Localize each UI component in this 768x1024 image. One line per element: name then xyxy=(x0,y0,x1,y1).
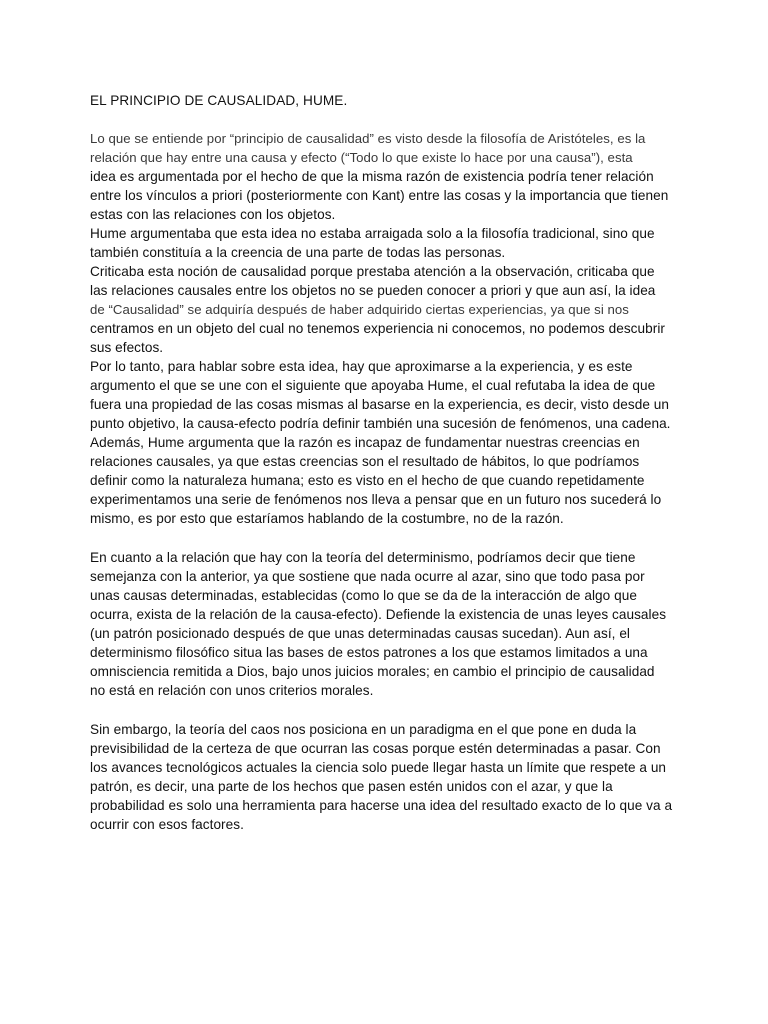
text-line: de “Causalidad” se adquiría después de haber adquirido ciertas experiencias, ya que si nos xyxy=(90,302,629,317)
text-line: no está en relación con unos criterios morales. xyxy=(90,683,374,698)
text-line: experimentamos una serie de fenómenos nos lleva a pensar que en un futuro nos sucederá lo xyxy=(90,492,662,507)
text-line: los avances tecnológicos actuales la ciencia solo puede llegar hasta un límite que respete a un xyxy=(90,760,667,775)
text-line: sus efectos. xyxy=(90,340,164,355)
text-line: patrón, es decir, una parte de los hechos que pasen estén unidos con el azar, y que la xyxy=(90,779,613,794)
text-line: determinismo filosófico situa las bases de estos patrones a los que estamos limitados a una xyxy=(90,645,648,660)
text-line: mismo, es por esto que estaríamos hablando de la costumbre, no de la razón. xyxy=(90,511,564,526)
text-line: estas con las relaciones con los objetos. xyxy=(90,207,336,222)
text-line: Hume argumentaba que esta idea no estaba arraigada solo a la filosofía tradicional, sino que xyxy=(90,226,655,241)
text-line: idea es argumentada por el hecho de que la misma razón de existencia podría tener relación xyxy=(90,169,654,184)
paragraph-1 xyxy=(90,129,708,528)
text-line: definir como la naturaleza humana; esto es visto en el hecho de que cuando repetidamente xyxy=(90,473,645,488)
text-line: omnisciencia remitida a Dios, bajo unos juicios morales; en cambio el principio de causalidad xyxy=(90,664,655,679)
text-line: Por lo tanto, para hablar sobre esta idea, hay que aproximarse a la experiencia, y es este xyxy=(90,359,633,374)
text-line: Lo que se entiende por “principio de causalidad” es visto desde la filosofía de Aristóteles, es la xyxy=(90,131,646,146)
text-line: relación que hay entre una causa y efecto (“Todo lo que existe lo hace por una causa”), esta xyxy=(90,150,633,165)
text-line: probabilidad es solo una herramienta para hacerse una idea del resultado exacto de lo que va a xyxy=(90,798,673,813)
text-line: En cuanto a la relación que hay con la teoría del determinismo, podríamos decir que tiene xyxy=(90,550,636,565)
text-line: las relaciones causales entre los objetos no se pueden conocer a priori y que aun así, la idea xyxy=(90,283,656,298)
text-line: Además, Hume argumenta que la razón es incapaz de fundamentar nuestras creencias en xyxy=(90,435,640,450)
text-line: punto objetivo, la causa-efecto podría definir también una sucesión de fenómenos, una cadena. xyxy=(90,416,671,431)
text-line: (un patrón posicionado después de que unas determinadas causas sucedan). Aun así, el xyxy=(90,626,631,641)
text-line: previsibilidad de la certeza de que ocurran las cosas porque estén determinadas a pasar. Con xyxy=(90,741,661,756)
text-line: entre los vínculos a priori (posteriormente con Kant) entre las cosas y la importancia que tienen xyxy=(90,188,669,203)
text-line: también constituía a la creencia de una parte de todas las personas. xyxy=(90,245,506,260)
text-line: centramos en un objeto del cual no tenemos experiencia ni conocemos, no podemos descubrir xyxy=(90,321,665,336)
text-line: ocurrir con esos factores. xyxy=(90,817,244,832)
text-line: unas causas determinadas, establecidas (como lo que se da de la interacción de algo que xyxy=(90,588,637,603)
text-line: semejanza con la anterior, ya que sostiene que nada ocurre al azar, sino que todo pasa por xyxy=(90,569,645,584)
text-line: relaciones causales, ya que estas creencias son el resultado de hábitos, lo que podríamos xyxy=(90,454,640,469)
text-line: fuera una propiedad de las cosas mismas al basarse en la experiencia, es decir, visto desde un xyxy=(90,397,669,412)
text-line: Criticaba esta noción de causalidad porque prestaba atención a la observación, criticaba que xyxy=(90,264,655,279)
paragraph-2 xyxy=(90,548,708,700)
document-title: EL PRINCIPIO DE CAUSALIDAD, HUME. xyxy=(90,93,348,108)
text-line: Sin embargo, la teoría del caos nos posiciona en un paradigma en el que pone en duda la xyxy=(90,722,637,737)
paragraph-3 xyxy=(90,720,708,834)
text-line: argumento el que se une con el siguiente que apoyaba Hume, el cual refutaba la idea de que xyxy=(90,378,656,393)
text-line: ocurra, exista de la relación de la causa-efecto). Defiende la existencia de unas leyes causales xyxy=(90,607,667,622)
